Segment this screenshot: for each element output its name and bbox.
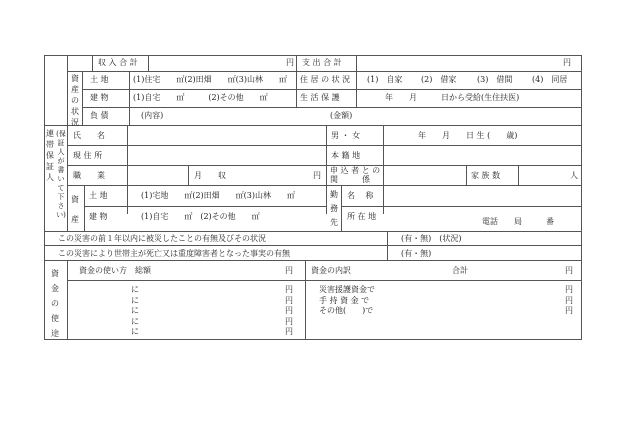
guarantor-building-options: (1)自宅 ㎡ (2)その他 ㎡ bbox=[141, 212, 260, 221]
income-yen: 円 bbox=[313, 171, 321, 180]
content-header: 資金の内訳 bbox=[311, 266, 351, 275]
housing-opt-3: (3) 借間 bbox=[477, 75, 513, 84]
usage-row-1: に bbox=[131, 285, 139, 294]
disaster-prior-value: (有・無) (状況) bbox=[401, 234, 462, 243]
usage-header: 資金の使い方 総額 bbox=[79, 266, 151, 275]
workplace-label: 勤務先 bbox=[330, 190, 338, 227]
usage-row-yen: 円 bbox=[285, 285, 293, 294]
occupation-label: 職 業 bbox=[73, 171, 105, 180]
usage-row-yen: 円 bbox=[285, 327, 293, 336]
workplace-name-label: 名 称 bbox=[347, 191, 374, 200]
monthly-income-label: 月 収 bbox=[194, 171, 226, 180]
content-row-yen: 円 bbox=[565, 306, 573, 315]
debt-content: (内容) bbox=[141, 111, 164, 120]
assets-land-options: (1)住宅 ㎡(2)田畑 ㎡(3)山林 ㎡ bbox=[133, 75, 287, 84]
phone-label: 電話 局 番 bbox=[482, 217, 554, 226]
guarantor-land-options: (1)宅地 ㎡(2)田畑 ㎡(3)山林 ㎡ bbox=[141, 191, 295, 200]
welfare-value: 年 月 日から受給(生住扶医) bbox=[385, 93, 520, 102]
debt-label: 負 債 bbox=[90, 111, 109, 120]
expense-total-label: 支 出 合 計 bbox=[302, 58, 342, 67]
assets-land-label: 土 地 bbox=[90, 75, 109, 84]
address-label: 現 住 所 bbox=[73, 151, 103, 160]
workplace-location-label: 所 在 地 bbox=[347, 212, 377, 221]
family-count-label: 家 族 数 bbox=[471, 171, 501, 180]
usage-row-yen: 円 bbox=[285, 306, 293, 315]
content-row-yen: 円 bbox=[565, 296, 573, 305]
gender-label: 男 ・ 女 bbox=[331, 131, 361, 140]
guarantor-note: (保証人が書いて下さい) bbox=[56, 130, 66, 219]
domicile-label: 本 籍 地 bbox=[331, 151, 361, 160]
debt-amount: (金額) bbox=[330, 111, 353, 120]
content-row-other: その他( )で bbox=[319, 306, 374, 315]
content-total-label: 合計 bbox=[452, 266, 468, 275]
persons-unit: 人 bbox=[570, 171, 578, 180]
guarantor-name-label: 氏 名 bbox=[73, 131, 105, 140]
income-yen: 円 bbox=[286, 58, 294, 67]
guarantor-label: 連帯保証人 bbox=[46, 129, 54, 182]
funds-usage-label: 資金の使途 bbox=[51, 269, 59, 338]
usage-row-5: に bbox=[131, 327, 139, 336]
income-total-label: 収 入 合 計 bbox=[98, 58, 138, 67]
housing-status-label: 住 居 の 状 況 bbox=[300, 75, 351, 84]
content-row-yen: 円 bbox=[565, 285, 573, 294]
usage-row-yen: 円 bbox=[285, 296, 293, 305]
disaster-death-value: (有・無) bbox=[401, 249, 432, 258]
disaster-death-text: この災害により世帯主が死亡又は重度障害者となった事実の有無 bbox=[58, 249, 290, 258]
guarantor-land-label: 土 地 bbox=[89, 191, 108, 200]
assets-building-label: 建 物 bbox=[90, 93, 109, 102]
assets-building-options: (1)自宅 ㎡ (2)その他 ㎡ bbox=[133, 93, 268, 102]
housing-opt-4: (4) 同居 bbox=[532, 75, 568, 84]
housing-opt-2: (2) 借家 bbox=[421, 75, 457, 84]
content-row-disaster: 災害援護資金で bbox=[319, 285, 375, 294]
guarantor-assets-label: 資産 bbox=[71, 195, 79, 224]
usage-row-yen: 円 bbox=[285, 317, 293, 326]
assets-label: 資産の状況 bbox=[71, 74, 79, 127]
birth-label: 年 月 日 生 ( 歳) bbox=[418, 131, 518, 140]
relation-label: 申 込 者 と の 関 係 bbox=[330, 166, 381, 184]
guarantor-building-label: 建 物 bbox=[89, 212, 108, 221]
usage-row-4: に bbox=[131, 317, 139, 326]
housing-opt-1: (1) 自家 bbox=[367, 75, 403, 84]
usage-row-3: に bbox=[131, 306, 139, 315]
content-header-yen: 円 bbox=[565, 266, 573, 275]
expense-yen: 円 bbox=[563, 58, 571, 67]
usage-header-yen: 円 bbox=[285, 266, 293, 275]
usage-row-2: に bbox=[131, 296, 139, 305]
welfare-label: 生 活 保 護 bbox=[300, 93, 340, 102]
content-row-own: 手 持 資 金 で bbox=[319, 296, 370, 305]
disaster-prior-text: この災害の前１年以内に被災したことの有無及びその状況 bbox=[58, 234, 266, 243]
